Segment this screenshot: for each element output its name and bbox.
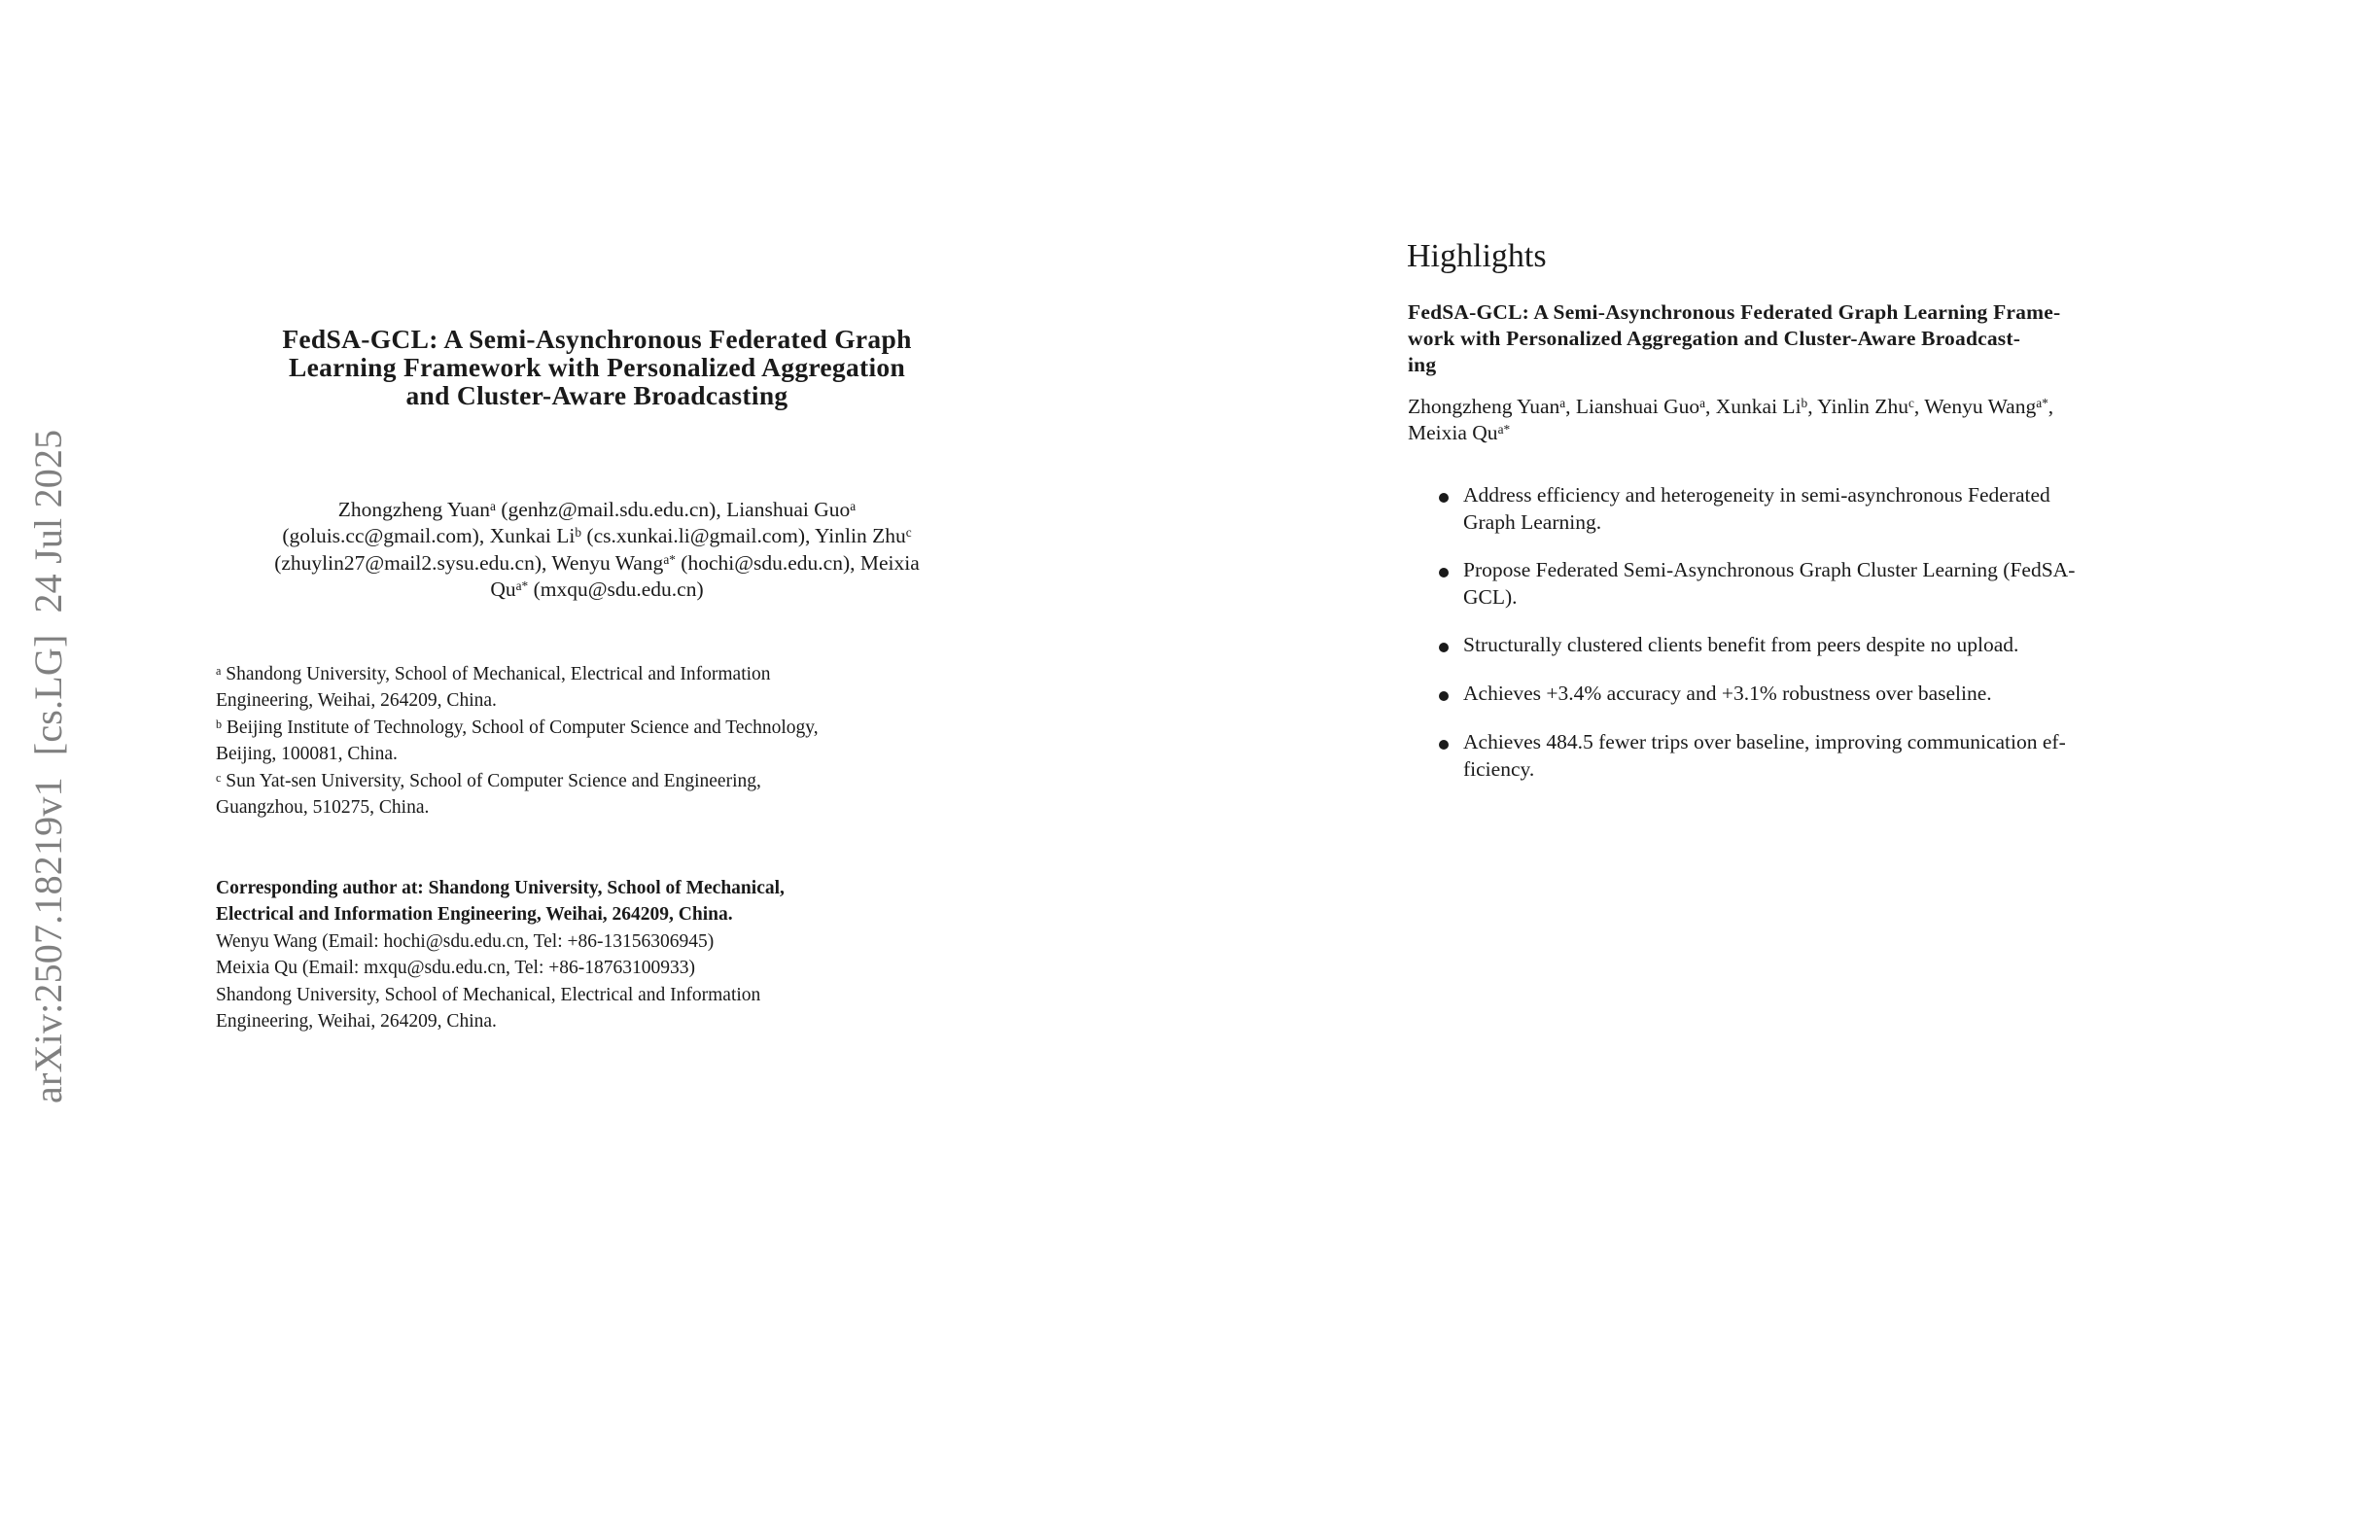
highlight-text: Address efficiency and heterogeneity in semi-asynchronous Federated — [1463, 483, 2050, 507]
affiliation-mark: c — [905, 525, 912, 541]
bullet-icon — [1439, 691, 1449, 701]
author-line: (goluis.cc@gmail.com), Xunkai Li$^b$ (cs.xunkai.li@gmail.com), Yinlin Zhu$^c$ — [282, 524, 912, 547]
corresponding-address: Engineering, Weihai, 264209, China. — [216, 1011, 497, 1032]
affiliation-text: Beijing Institute of Technology, School of Computer Science and Technology, — [226, 718, 819, 738]
highlight-text: Achieves 484.5 fewer trips over baseline, improving communication ef- — [1463, 730, 2066, 753]
corresponding-heading: Corresponding author at: Shandong University, School of Mechanical, — [216, 878, 785, 898]
highlights-author-line: Zhongzheng Yuan$^a$, Lianshuai Guo$^a$, Xunkai Li$^b$, Yinlin Zhu$^c$, Wenyu Wang$^{a*}$, — [1408, 395, 2054, 418]
highlights-title-line: ing — [1408, 353, 1437, 376]
highlights-title-line: work with Personalized Aggregation and Cluster-Aware Broadcast- — [1408, 327, 2021, 350]
bullet-icon — [1439, 568, 1449, 578]
affiliation-b-cont: Beijing, 100081, China. — [216, 744, 398, 764]
author-line: $Qu^{a*}$ (mxqu@sdu.edu.cn) — [490, 578, 704, 601]
affiliation-c — [216, 768, 761, 795]
affiliation-a-cont: Engineering, Weihai, 264209, China. — [216, 690, 497, 711]
arxiv-stamp-text — [26, 429, 70, 1103]
paper-title-line: FedSA-GCL: A Semi-Asynchronous Federated Graph — [282, 324, 912, 354]
corresponding-contact: Wenyu Wang (Email: hochi@sdu.edu.cn, Tel: +86-13156306945) — [216, 931, 715, 952]
corresponding-address: Shandong University, School of Mechanical, Electrical and Information — [216, 985, 761, 1005]
highlights-heading: Highlights — [1407, 238, 1547, 274]
affiliation-c-cont: Guangzhou, 510275, China. — [216, 797, 430, 818]
highlights-author-line: Meixia $Qu^{a*}$ — [1408, 421, 1511, 444]
paper-title-line: Learning Framework with Personalized Aggregation — [288, 352, 906, 382]
arxiv-category: [cs.LG] — [26, 634, 70, 756]
affiliation-mark: c — [1908, 396, 1914, 411]
corresponding-heading: Electrical and Information Engineering, Weihai, 264209, China. — [216, 904, 733, 925]
highlight-text: Achieves +3.4% accuracy and +3.1% robustness over baseline. — [1463, 682, 1992, 705]
highlight-text: Graph Learning. — [1463, 510, 1602, 534]
author-line: (zhuylin27@mail2.sysu.edu.cn), Wenyu Wang$^{a*}$ (hochi@sdu.edu.cn), Meixia — [274, 551, 920, 575]
affiliation-mark: a — [216, 663, 222, 678]
bullet-icon — [1439, 740, 1449, 750]
affiliation-mark: b — [216, 717, 223, 731]
affiliation-mark: a — [490, 499, 496, 514]
highlights-title-line: FedSA-GCL: A Semi-Asynchronous Federated Graph Learning Frame- — [1408, 300, 2061, 324]
paper-title-line: and Cluster-Aware Broadcasting — [405, 380, 788, 410]
affiliation-mark: a* — [1497, 422, 1511, 438]
affiliation-text: Sun Yat-sen University, School of Computer Science and Engineering, — [226, 771, 761, 791]
affiliation-b — [216, 715, 819, 742]
bullet-icon — [1439, 493, 1449, 503]
arxiv-stamp — [26, 429, 70, 1103]
highlight-text: GCL). — [1463, 585, 1518, 609]
arxiv-date: 24 Jul 2025 — [26, 429, 70, 613]
highlight-text: Structurally clustered clients benefit from peers despite no upload. — [1463, 633, 2019, 656]
affiliation-text: Shandong University, School of Mechanical, Electrical and Information — [226, 664, 771, 684]
corresponding-contact: Meixia Qu (Email: mxqu@sdu.edu.cn, Tel: +86-18763100933) — [216, 958, 695, 978]
author-line: Zhongzheng Yuan$^a$ (genhz@mail.sdu.edu.cn), Lianshuai Guo$^a$ — [337, 498, 857, 521]
affiliation-mark: a* — [515, 578, 529, 594]
affiliation-mark: a* — [663, 552, 676, 568]
highlight-text: ficiency. — [1463, 757, 1535, 781]
affiliation-mark: c — [216, 770, 222, 785]
affiliation-mark: b — [575, 525, 582, 541]
bullet-icon — [1439, 643, 1449, 652]
affiliation-mark: a* — [2036, 396, 2048, 411]
affiliation-mark: b — [1801, 396, 1808, 411]
affiliation-mark: a — [1699, 396, 1706, 411]
affiliation-mark: a — [1559, 396, 1566, 411]
highlight-text: Propose Federated Semi-Asynchronous Graph Cluster Learning (FedSA- — [1463, 558, 2076, 581]
arxiv-id: arXiv:2507.18219v1 — [26, 777, 70, 1103]
affiliation-a — [216, 661, 771, 688]
affiliation-mark: a — [850, 499, 857, 514]
